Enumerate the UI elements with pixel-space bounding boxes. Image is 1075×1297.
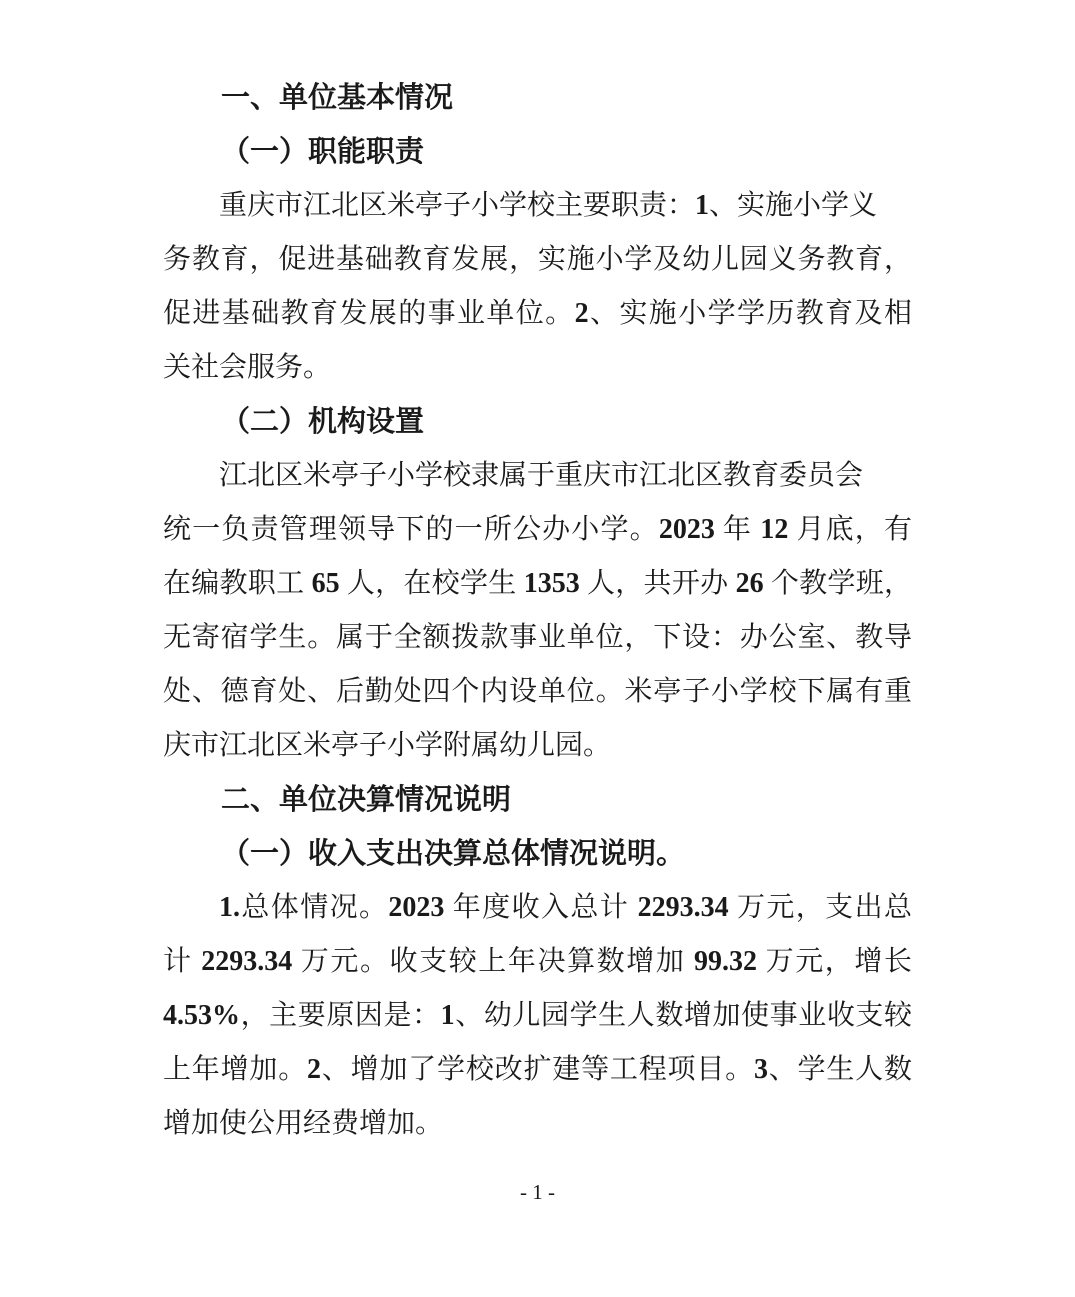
inline-number: 1 xyxy=(440,1000,455,1031)
text-line: 务教育，促进基础教育发展，实施小学及幼儿园义务教育， xyxy=(163,244,912,275)
inline-number: 2293.34 xyxy=(201,946,293,977)
text-line: （二）机构设置 xyxy=(221,406,425,438)
text-line: 二、单位决算情况说明 xyxy=(221,784,512,816)
text-line: 无寄宿学生。属于全额拨款事业单位，下设：办公室、教导 xyxy=(163,622,912,653)
text-line: 1.总体情况。2023 年度收入总计 2293.34 万元，支出总 xyxy=(219,892,912,923)
inline-number: 2 xyxy=(574,298,589,329)
text-line: 统一负责管理领导下的一所公办小学。2023 年 12 月底，有 xyxy=(163,514,912,545)
inline-number: 2 xyxy=(307,1054,322,1085)
inline-number: 1353 xyxy=(523,568,580,599)
inline-number: 2023 xyxy=(658,514,715,545)
text-line: 一、单位基本情况 xyxy=(221,82,454,114)
inline-number: 99.32 xyxy=(694,946,758,977)
inline-number: 2023 xyxy=(388,892,445,923)
text-line: 增加使公用经费增加。 xyxy=(163,1108,444,1139)
inline-number: 12 xyxy=(760,514,789,545)
text-line: 处、德育处、后勤处四个内设单位。米亭子小学校下属有重 xyxy=(163,676,912,707)
text-line: （一）职能职责 xyxy=(221,136,425,168)
inline-number: 4.53% xyxy=(163,1000,240,1031)
inline-number: 65 xyxy=(311,568,340,599)
text-line: 计 2293.34 万元。收支较上年决算数增加 99.32 万元，增长 xyxy=(163,946,912,977)
inline-number: 26 xyxy=(735,568,764,599)
document-lines xyxy=(163,71,912,1151)
inline-number: 3 xyxy=(753,1054,768,1085)
text-line: 关社会服务。 xyxy=(163,352,332,383)
inline-number: 2293.34 xyxy=(637,892,729,923)
text-line: 江北区米亭子小学校隶属于重庆市江北区教育委员会 xyxy=(219,460,864,491)
inline-number: 1. xyxy=(219,892,240,923)
text-line: 在编教职工 65 人，在校学生 1353 人，共开办 26 个教学班， xyxy=(163,568,912,599)
page-number: - 1 - xyxy=(520,1180,555,1204)
text-line: 上年增加。2、增加了学校改扩建等工程项目。3、学生人数 xyxy=(163,1054,912,1085)
text-line: （一）收入支出决算总体情况说明。 xyxy=(221,838,686,870)
text-line: 促进基础教育发展的事业单位。2、实施小学学历教育及相 xyxy=(163,298,912,329)
text-line: 重庆市江北区米亭子小学校主要职责：1、实施小学义 xyxy=(219,190,878,221)
text-line: 4.53%，主要原因是：1、幼儿园学生人数增加使事业收支较 xyxy=(163,1000,912,1031)
text-line: 庆市江北区米亭子小学附属幼儿园。 xyxy=(163,730,612,761)
inline-number: 1 xyxy=(695,190,710,221)
